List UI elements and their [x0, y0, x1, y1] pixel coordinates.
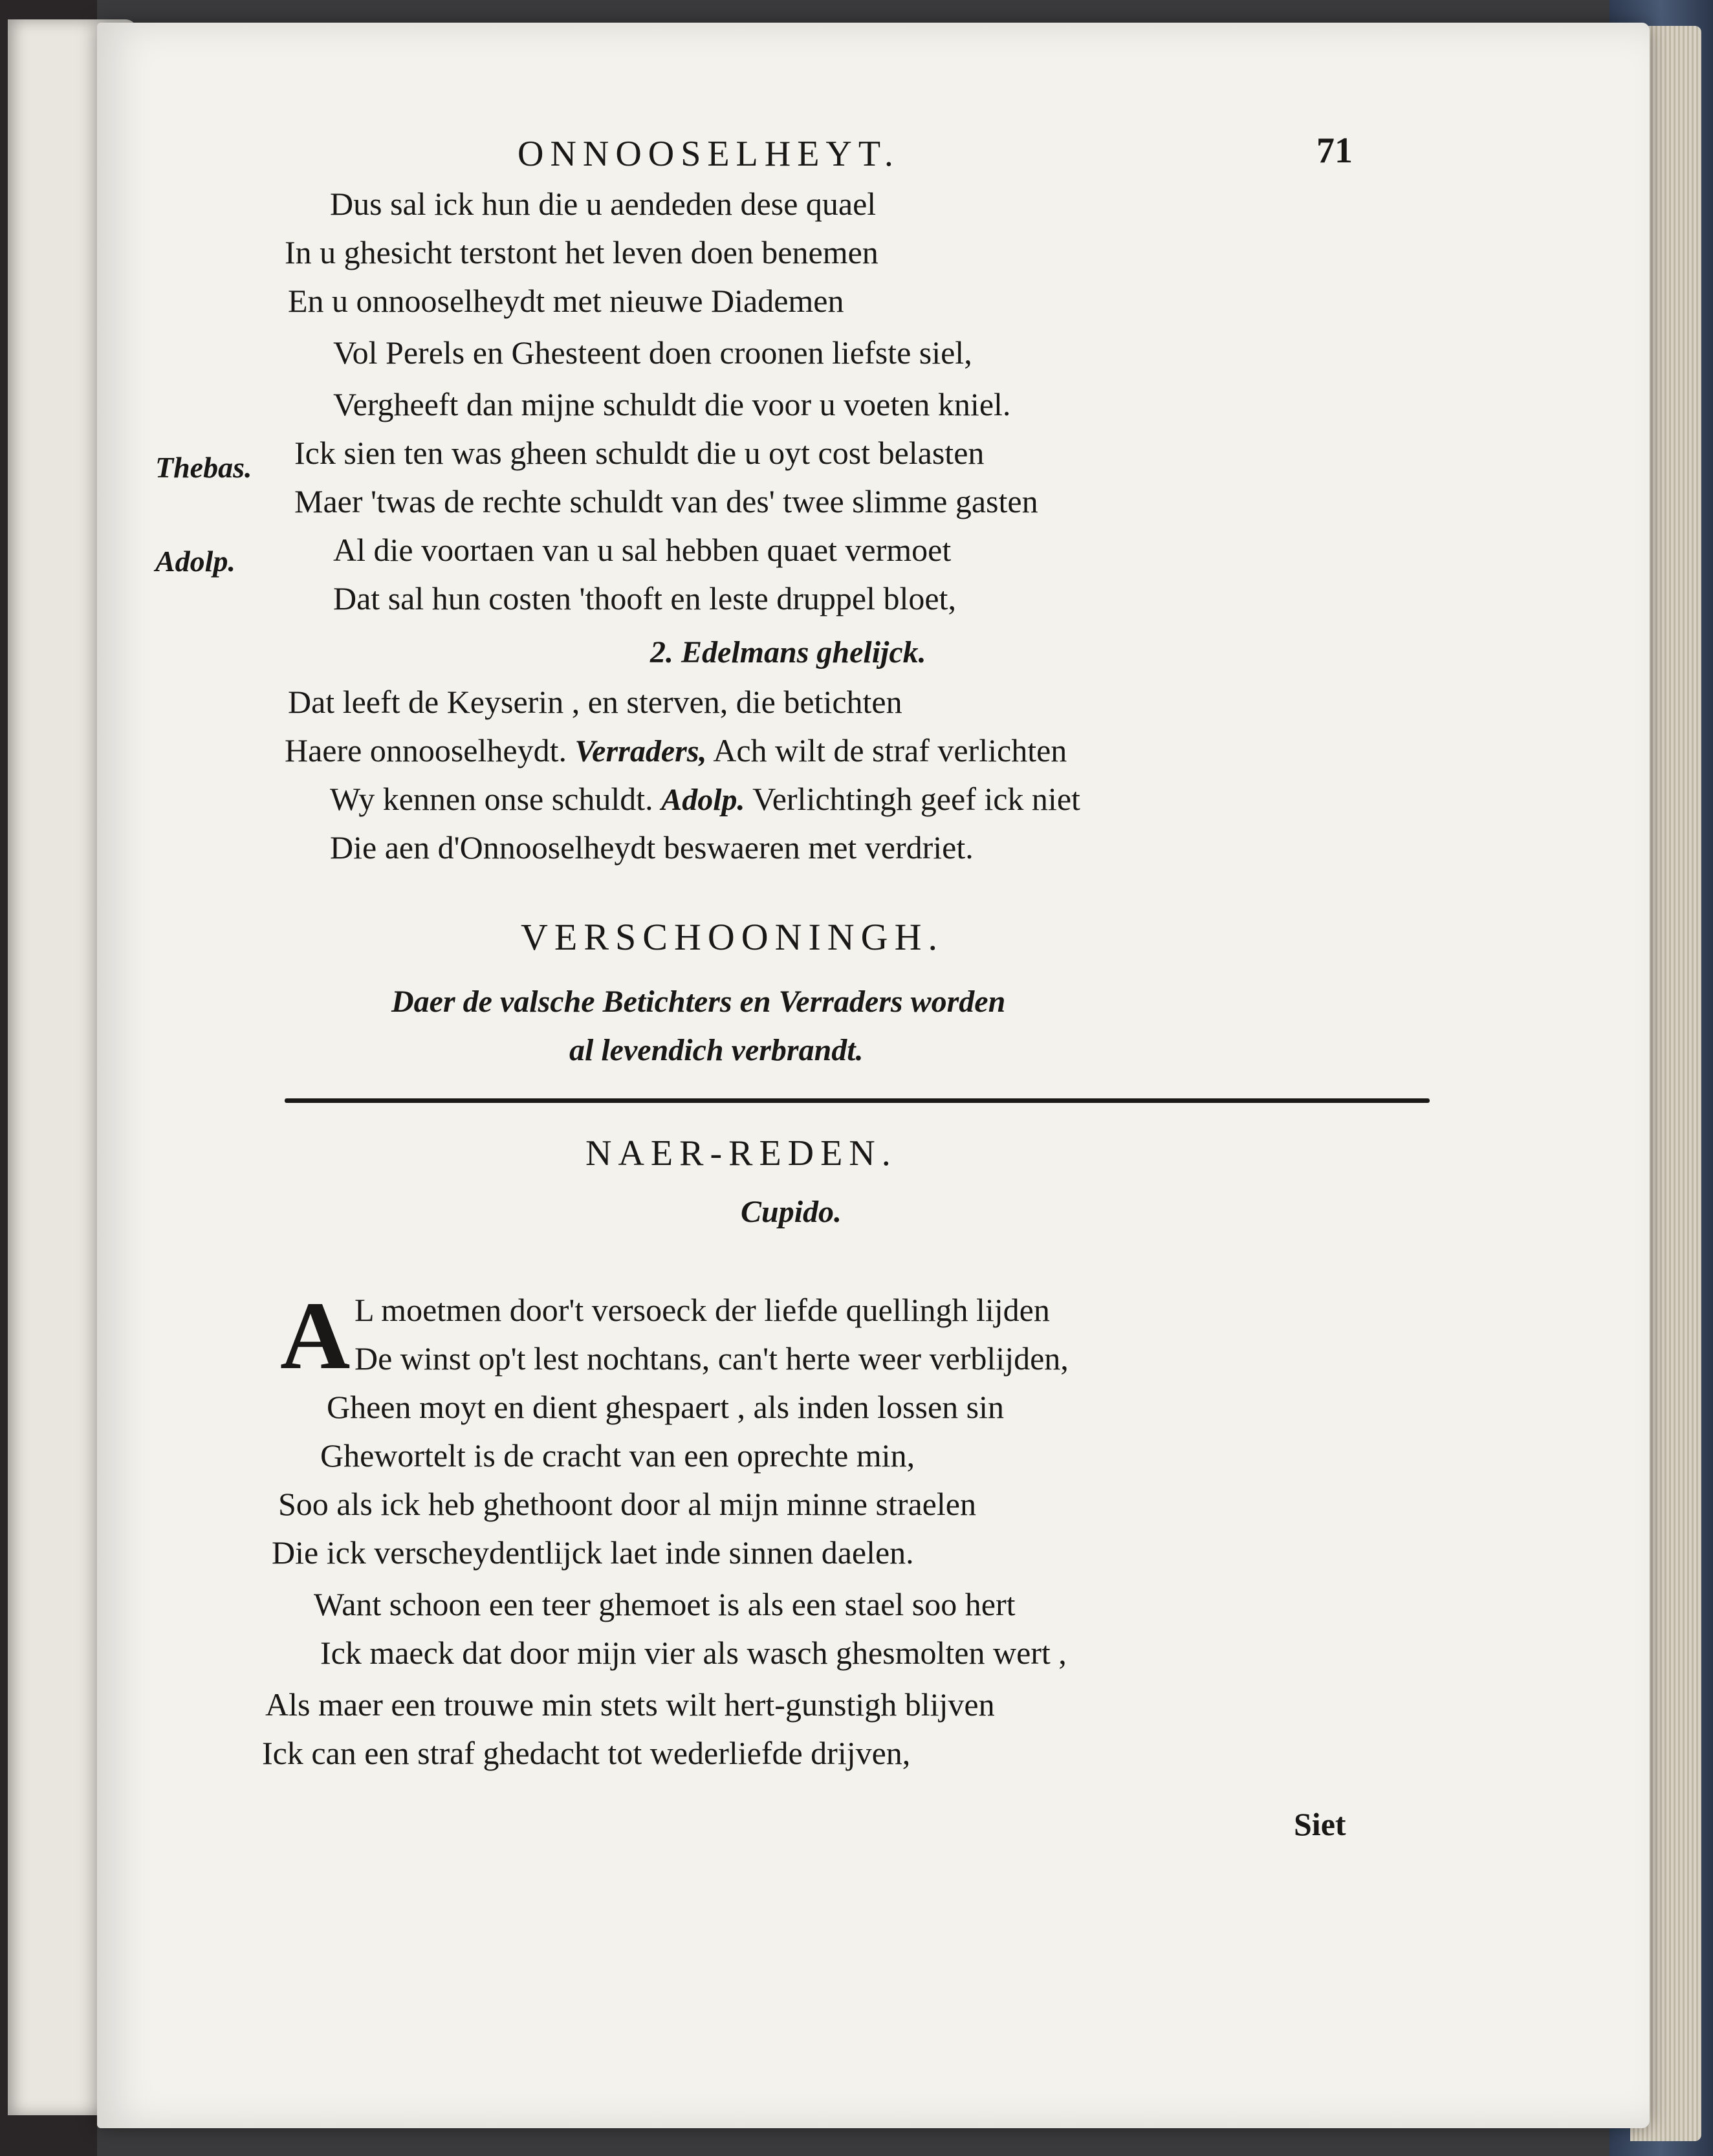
drop-initial: A — [280, 1282, 351, 1389]
speaker-adolp-inline: Adolp. — [661, 783, 745, 817]
verse-line: Dus sal ick hun die u aendeden dese quael — [330, 186, 877, 222]
verse-line: Die ick verscheydentlijck laet inde sinnen daelen. — [272, 1534, 914, 1571]
verse-line: En u onnooselheydt met nieuwe Diademen — [288, 283, 844, 319]
stage-direction: 2. Edelmans ghelijck. — [650, 635, 926, 670]
verse-line: De winst op't lest nochtans, can't herte weer verblijden, — [355, 1340, 1069, 1377]
verse-line: Ick maeck dat door mijn vier als wasch ghesmolten wert , — [320, 1635, 1067, 1671]
speaker-thebas: Thebas. — [155, 451, 252, 484]
speaker-verraders: Verraders, — [574, 734, 707, 768]
section-description: Daer de valsche Betichters en Verraders worden — [391, 985, 1006, 1019]
verse-line: Ick sien ten was gheen schuldt die u oyt cost belasten — [294, 435, 985, 471]
verse-line: Vergheeft dan mijne schuldt die voor u voeten kniel. — [333, 386, 1011, 422]
verse-line: Gheen moyt en dient ghespaert , als inden lossen sin — [327, 1389, 1004, 1425]
verse-line: Die aen d'Onnooselheydt beswaeren met verdriet. — [330, 829, 974, 866]
verse-line: Maer 'twas de rechte schuldt van des' twee slimme gasten — [294, 483, 1038, 519]
verse-line: Wy kennen onse schuldt. Adolp. Verlichtingh geef ick niet — [330, 781, 1080, 817]
verse-line: Dat leeft de Keyserin , en sterven, die betichten — [288, 684, 902, 720]
book-page — [97, 23, 1650, 2128]
verse-line: Dat sal hun costen 'thooft en leste druppel bloet, — [333, 580, 956, 616]
section-title: VERSCHOONINGH. — [521, 916, 944, 958]
page-number: 71 — [1316, 131, 1353, 171]
section-title: NAER-REDEN. — [585, 1133, 897, 1173]
verse-line: In u ghesicht terstont het leven doen benemen — [285, 234, 878, 270]
verse-line: Vol Perels en Ghesteent doen croonen liefste siel, — [333, 334, 972, 371]
verse-line: Soo als ick heb ghethoont door al mijn minne straelen — [278, 1486, 976, 1522]
verse-line: Ick can een straf ghedacht tot wederliefde drijven, — [262, 1735, 911, 1771]
verse-line: Want schoon een teer ghemoet is als een stael soo hert — [314, 1586, 1016, 1622]
verse-line: Haere onnooselheydt. Verraders, Ach wilt de straf verlichten — [285, 732, 1067, 768]
verse-line: L moetmen door't versoeck der liefde quellingh lijden — [355, 1292, 1050, 1328]
speaker-cupido: Cupido. — [741, 1195, 842, 1229]
running-title: ONNOOSELHEYT. — [518, 134, 900, 174]
verse-line: Als maer een trouwe min stets wilt hert-gunstigh blijven — [265, 1686, 995, 1723]
catchword: Siet — [1294, 1806, 1346, 1842]
speaker-adolp: Adolp. — [155, 545, 235, 578]
horizontal-rule — [285, 1098, 1430, 1103]
section-description: al levendich verbrandt. — [569, 1033, 864, 1067]
verse-line: Al die voortaen van u sal hebben quaet vermoet — [333, 532, 952, 568]
verse-line: Ghewortelt is de cracht van een oprechte min, — [320, 1437, 915, 1474]
